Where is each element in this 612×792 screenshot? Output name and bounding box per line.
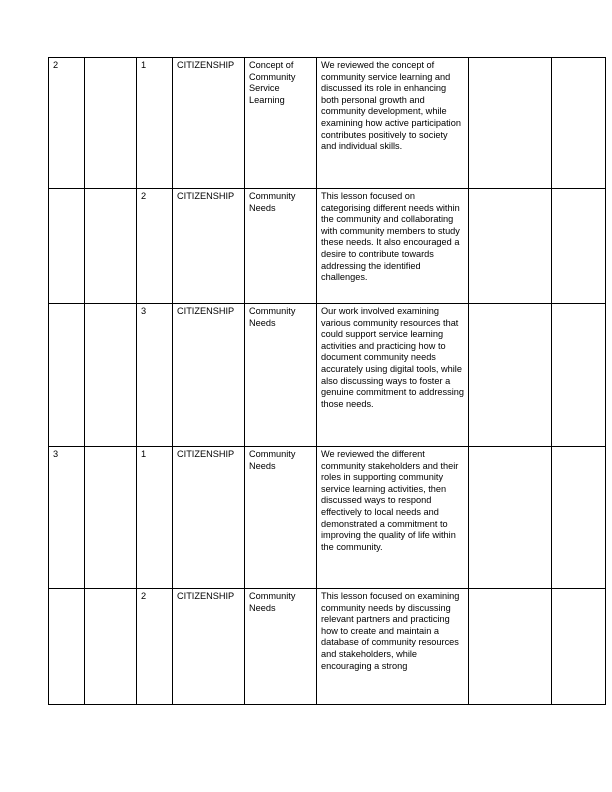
table-row [49,589,606,705]
blank-cell [85,189,137,304]
blank-cell [85,447,137,589]
subject-cell: CITIZENSHIP [173,304,245,447]
topic-cell: Community Needs [245,447,317,589]
blank-cell [552,58,606,189]
blank-cell [469,58,552,189]
blank-cell [85,58,137,189]
lesson-cell: 2 [137,189,173,304]
blank-cell [85,589,137,705]
week-cell [49,189,85,304]
comments-cell: We reviewed the concept of community service learning and discussed its role in enhancing both personal growth and community development, while examining how active participation contributes positively to society and individual skills. [317,58,469,189]
comments-cell: This lesson focused on examining community needs by discussing relevant partners and practicing how to create and maintain a database of community resources and stakeholders, while encouraging a strong [317,589,469,705]
blank-cell [469,189,552,304]
week-cell [49,304,85,447]
lesson-cell: 3 [137,304,173,447]
table-row [49,304,606,447]
topic-cell: Community Needs [245,189,317,304]
topic-cell: Concept of Community Service Learning [245,58,317,189]
subject-cell: CITIZENSHIP [173,189,245,304]
lesson-cell: 1 [137,58,173,189]
table-row [49,189,606,304]
subject-cell: CITIZENSHIP [173,447,245,589]
lesson-cell: 2 [137,589,173,705]
blank-cell [552,447,606,589]
lesson-cell: 1 [137,447,173,589]
week-cell: 2 [49,58,85,189]
week-cell: 3 [49,447,85,589]
comments-cell: This lesson focused on categorising different needs within the community and collaborating with community members to study these needs. It also encouraged a desire to contribute towards addressing the identified challenges. [317,189,469,304]
subject-cell: CITIZENSHIP [173,58,245,189]
blank-cell [85,304,137,447]
table-row [49,58,606,189]
comments-cell: We reviewed the different community stakeholders and their roles in supporting community service learning activities, then discussed ways to respond effectively to local needs and demonstrated a commitment to improving the quality of life within the community. [317,447,469,589]
blank-cell [469,447,552,589]
lesson-record-table [48,57,606,705]
blank-cell [552,589,606,705]
blank-cell [552,189,606,304]
comments-cell: Our work involved examining various community resources that could support service learning activities and practicing how to document community needs accurately using digital tools, while also discussing ways to foster a genuine commitment to addressing those needs. [317,304,469,447]
topic-cell: Community Needs [245,589,317,705]
topic-cell: Community Needs [245,304,317,447]
blank-cell [469,304,552,447]
week-cell [49,589,85,705]
subject-cell: CITIZENSHIP [173,589,245,705]
blank-cell [469,589,552,705]
blank-cell [552,304,606,447]
table-row [49,447,606,589]
